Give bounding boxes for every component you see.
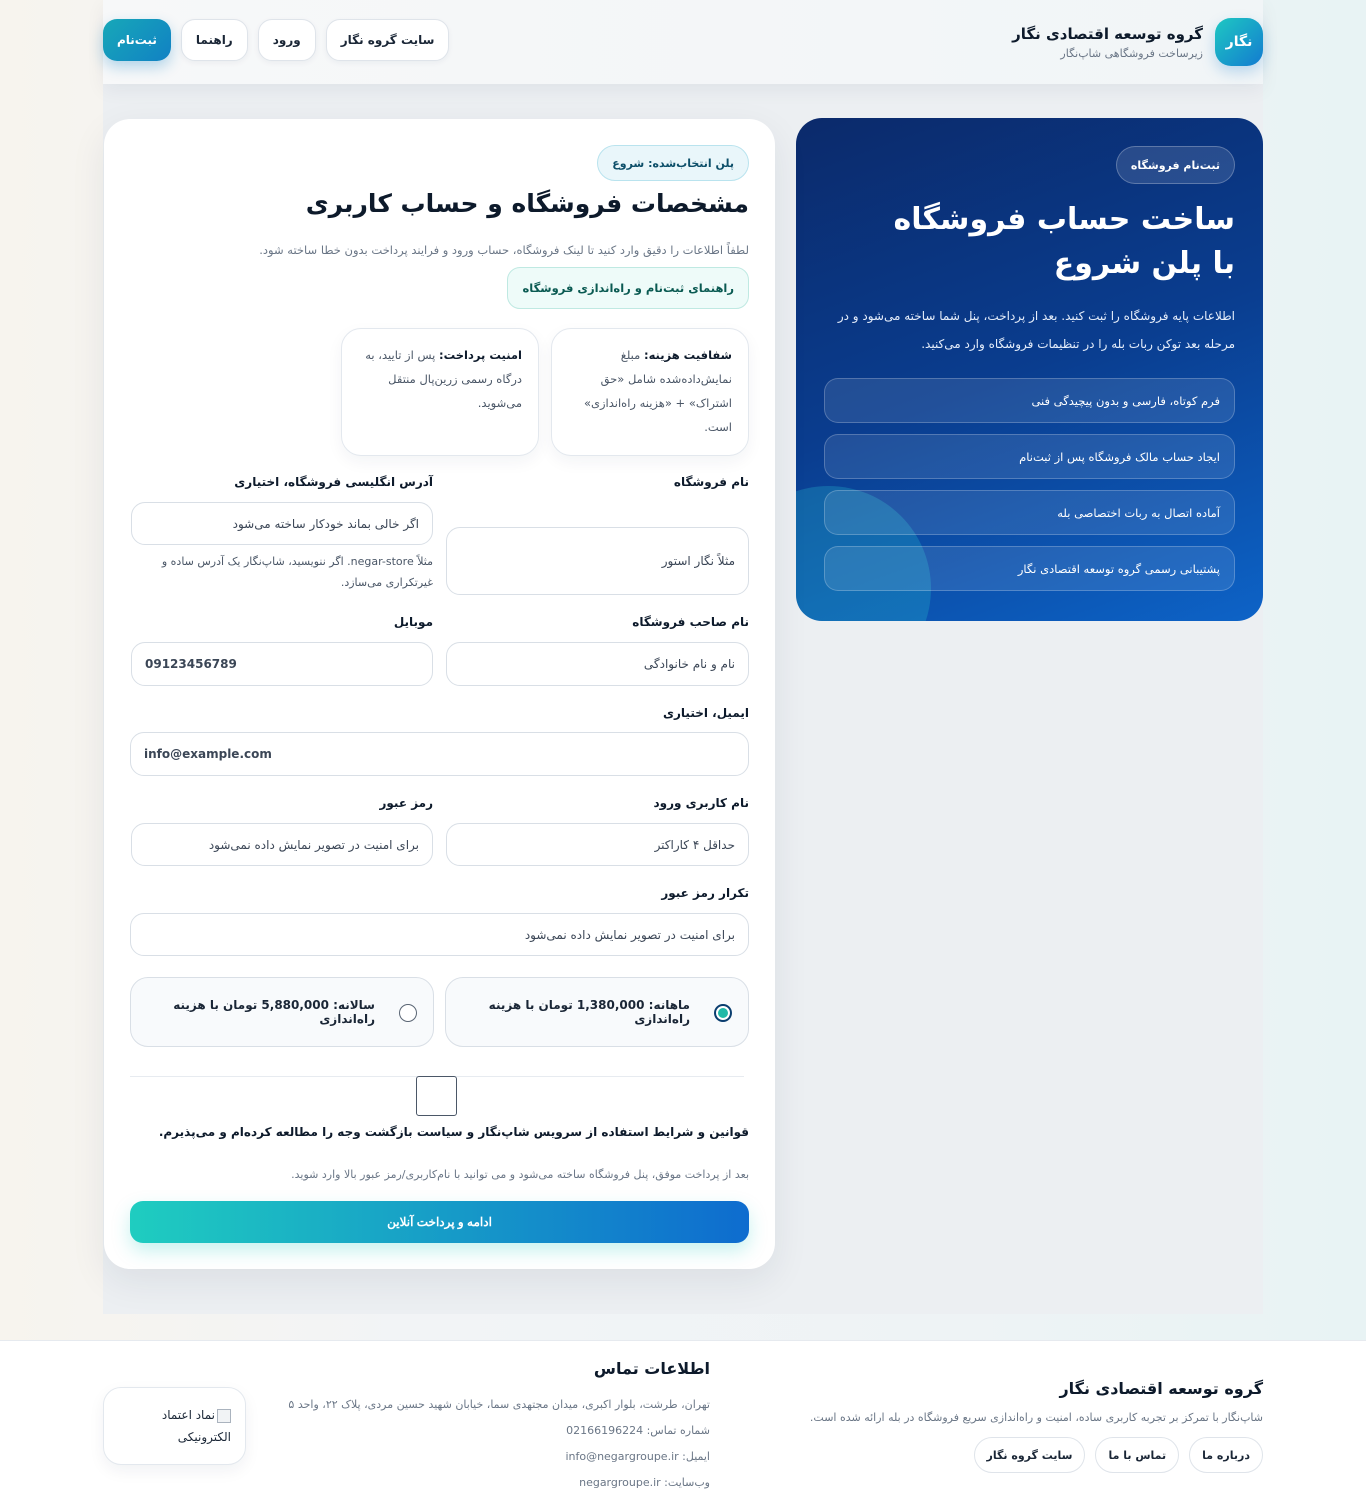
contact-email[interactable]: ایمیل: info@negargroupe.ir — [565, 1450, 710, 1463]
password-label: رمز عبور — [379, 796, 433, 810]
store-slug-label: آدرس انگلیسی فروشگاه، اختیاری — [234, 475, 433, 489]
hero-card — [796, 118, 1263, 621]
mobile-label: موبایل — [393, 615, 433, 629]
post-payment-note: بعد از پرداخت موفق، پنل فروشگاه ساخته می‌شود و می توانید با نام‌کاربری/رمز عبور بالا وارد شوید. — [291, 1168, 749, 1181]
footer — [0, 1340, 1366, 1512]
terms-checkbox[interactable] — [416, 1076, 457, 1116]
plan-monthly-radio[interactable] — [714, 1004, 732, 1022]
group-site-button[interactable]: سایت گروه نگار — [326, 19, 450, 61]
username-input[interactable]: حداقل ۴ کاراکتر — [446, 823, 749, 866]
payment-security-box — [341, 328, 539, 456]
hero-feature-item: فرم کوتاه، فارسی و بدون پیچیدگی فنی — [824, 378, 1235, 423]
footer-description: شاپ‌نگار با تمرکز بر تجربه کاربری ساده، امنیت و راه‌اندازی سریع فروشگاه در بله ارائه شده است. — [809, 1411, 1263, 1424]
brand-subtitle: زیرساخت فروشگاهی شاپ‌نگار — [1060, 46, 1203, 60]
contact-info — [288, 1359, 710, 1496]
username-label: نام کاربری ورود — [653, 796, 749, 810]
store-name-label: نام فروشگاه — [673, 475, 749, 489]
registration-form-card — [104, 119, 775, 1269]
contact-website[interactable]: وب‌سایت: negargroupe.ir — [579, 1476, 710, 1489]
hero-title: ساخت حساب فروشگاه با پلن شروع — [893, 202, 1235, 281]
top-header — [103, 0, 1263, 84]
footer-title: گروه توسعه اقتصادی نگار — [1059, 1379, 1263, 1398]
mobile-input[interactable]: 09123456789 — [131, 642, 433, 686]
password-confirm-input[interactable]: برای امنیت در تصویر نمایش داده نمی‌شود — [130, 913, 749, 956]
about-link[interactable]: درباره ما — [1189, 1437, 1263, 1473]
form-description: لطفاً اطلاعات را دقیق وارد کنید تا لینک فروشگاه، حساب ورود و فرایند پرداخت بدون خطا ساخته شود. — [259, 243, 749, 257]
registration-guide-button[interactable]: راهنمای ثبت‌نام و راه‌اندازی فروشگاه — [507, 267, 749, 309]
payment-security-title: امنیت پرداخت: — [438, 348, 522, 362]
contact-link[interactable]: تماس با ما — [1095, 1437, 1179, 1473]
store-slug-input[interactable]: اگر خالی بماند خودکار ساخته می‌شود — [131, 502, 433, 545]
selected-plan-badge: پلن انتخاب‌شده: شروع — [597, 145, 749, 181]
trust-badge-label: نماد اعتماد الکترونیکی — [161, 1408, 231, 1444]
plan-option-yearly[interactable] — [130, 977, 434, 1047]
group-site-link[interactable]: سایت گروه نگار — [974, 1437, 1086, 1473]
store-name-input[interactable]: مثلاً نگار استور — [446, 527, 749, 595]
password-confirm-label: تکرار رمز عبور — [661, 886, 749, 900]
owner-name-input[interactable]: نام و نام خانوادگی — [446, 642, 749, 686]
hero-badge: ثبت‌نام فروشگاه — [1116, 146, 1235, 184]
login-button[interactable]: ورود — [258, 19, 316, 61]
plan-option-monthly[interactable] — [445, 977, 749, 1047]
guide-button[interactable]: راهنما — [181, 19, 248, 61]
brand[interactable] — [1012, 18, 1263, 66]
hero-feature-item: ایجاد حساب مالک فروشگاه پس از ثبت‌نام — [824, 434, 1235, 479]
hero-feature-item: پشتیبانی رسمی گروه توسعه اقتصادی نگار — [824, 546, 1235, 591]
store-slug-help: مثلاً negar-store. اگر ننویسید، شاپ‌نگار یک آدرس ساده و غیرتکراری می‌سازد. — [161, 555, 433, 589]
hero-feature-item: آماده اتصال به ربات اختصاصی بله — [824, 490, 1235, 535]
broken-image-icon — [217, 1409, 231, 1423]
cost-transparency-box — [551, 328, 749, 456]
footer-links — [974, 1437, 1263, 1473]
hero-description: اطلاعات پایه فروشگاه را ثبت کنید. بعد از پرداخت، پنل شما ساخته می‌شود و در مرحله بعد توکن ربات بله را در تنظیمات فروشگاه وارد می‌کنید. — [837, 309, 1235, 351]
cost-transparency-body: مبلغ نمایش‌داده‌شده شامل «حق اشتراک» + «هزینه راه‌اندازی» است. — [583, 348, 732, 434]
contact-phone[interactable]: شماره تماس: 02166196224 — [566, 1424, 710, 1437]
cost-transparency-title: شفافیت هزینه: — [643, 348, 732, 362]
top-nav — [103, 19, 449, 61]
submit-payment-button[interactable]: ادامه و پرداخت آنلاین — [130, 1201, 749, 1243]
register-button[interactable]: ثبت‌نام — [103, 19, 171, 61]
hero-feature-list — [824, 378, 1235, 602]
plan-yearly-label: سالانه: 5,880,000 تومان با هزینه راه‌اندازی — [173, 998, 375, 1026]
email-label: ایمیل، اختیاری — [663, 706, 749, 720]
owner-name-label: نام صاحب فروشگاه — [632, 615, 749, 629]
payment-security-body: پس از تایید، به درگاه رسمی زرین‌پال منتقل می‌شوید. — [365, 348, 522, 410]
password-input[interactable]: برای امنیت در تصویر نمایش داده نمی‌شود — [131, 823, 433, 866]
form-title: مشخصات فروشگاه و حساب کاربری — [305, 189, 749, 218]
terms-text: قوانین و شرایط استفاده از سرویس شاپ‌نگار و سیاست بازگشت وجه را مطالعه کرده‌ام و می‌پذیرم. — [158, 1125, 749, 1139]
brand-logo[interactable]: نگار — [1215, 18, 1263, 66]
contact-address: تهران، طرشت، بلوار اکبری، میدان مجتهدی سما، خیابان شهید حسین مردی، پلاک ۲۲، واحد ۵ — [288, 1398, 710, 1411]
plan-yearly-radio[interactable] — [399, 1004, 417, 1022]
trust-badge[interactable] — [103, 1387, 246, 1465]
contact-title: اطلاعات تماس — [593, 1359, 710, 1378]
email-input[interactable]: info@example.com — [130, 732, 749, 776]
brand-title: گروه توسعه اقتصادی نگار — [1012, 24, 1203, 43]
plan-monthly-label: ماهانه: 1,380,000 تومان با هزینه راه‌اندازی — [488, 998, 690, 1026]
brand-text — [1012, 25, 1203, 60]
